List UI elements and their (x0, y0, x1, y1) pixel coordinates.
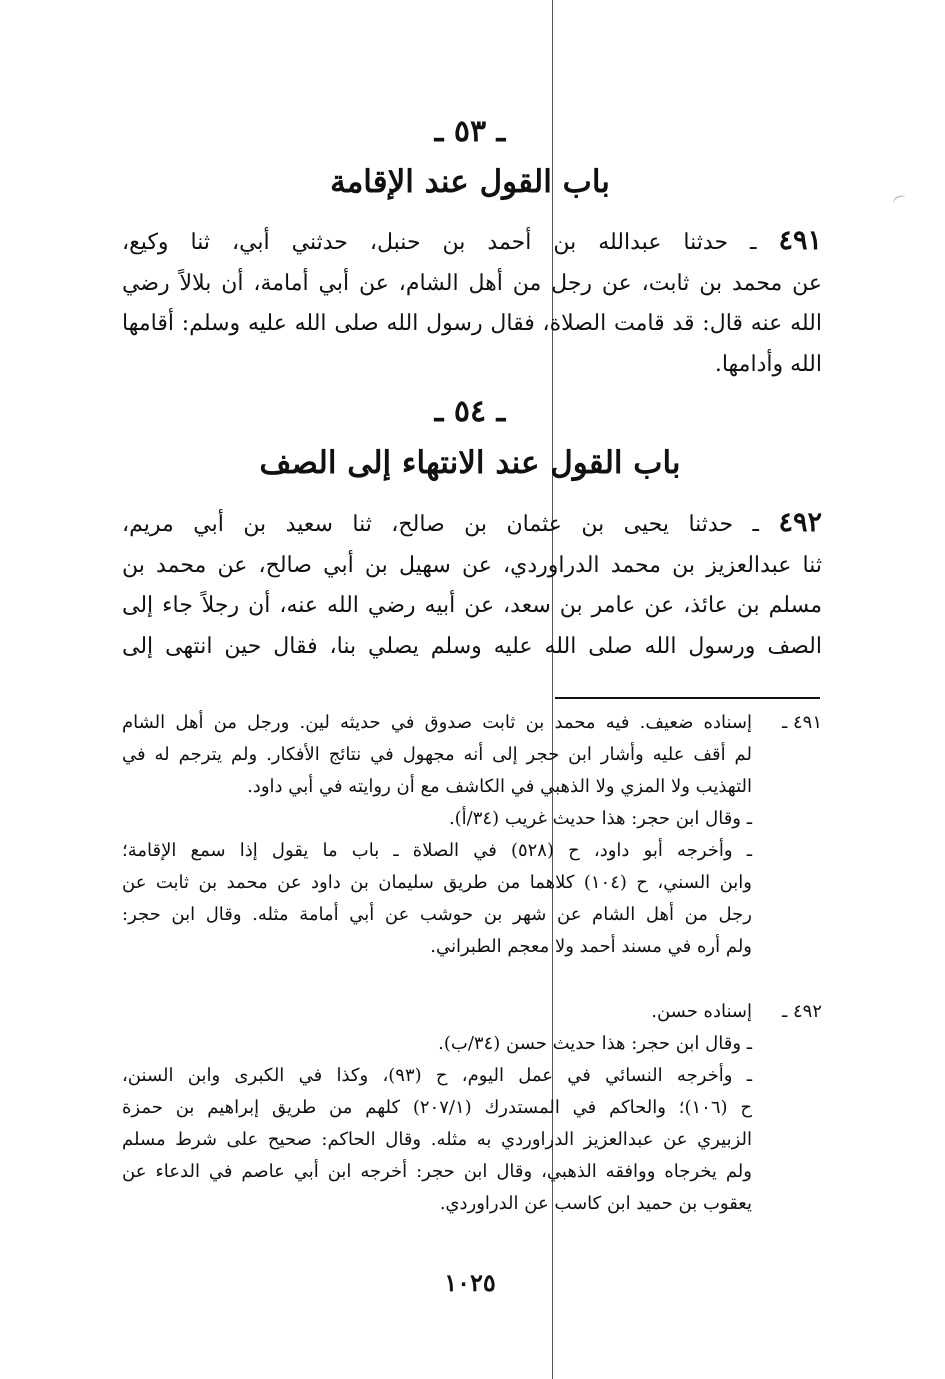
section-54-number: ـ ٥٤ ـ (434, 394, 506, 429)
footnote-491-note-2-line-1: ـ وأخرجه أبو داود، ح (٥٢٨) في الصلاة ـ باب ما يقول إذا سمع الإقامة؛ (122, 840, 752, 861)
footnote-491 (122, 707, 822, 963)
scan-speck (891, 194, 908, 210)
footnote-491-note-2 (122, 835, 822, 963)
footnote-491-note-2-line-2: وابن السني، ح (١٠٤) كلاهما من طريق سليمان بن داود عن محمد بن ثابت عن (122, 872, 753, 893)
footnote-492-note-1 (122, 1028, 822, 1060)
footnote-491-note-2-line-3: رجل من أهل الشام عن شهر بن حوشب عن أبي أمامة مثله. وقال ابن حجر: (122, 904, 752, 925)
footnote-492-note-2 (122, 1060, 822, 1220)
footnote-492-note-2-line-3: الزبيري عن عبدالعزيز الدراوردي به مثله. وقال الحاكم: صحيح على شرط مسلم (122, 1129, 752, 1150)
hadith-492-line-1 (122, 503, 822, 546)
hadith-492-line-2: ثنا عبدالعزيز بن محمد الدراوردي، عن سهيل بن أبي صالح، عن محمد بن (122, 552, 822, 578)
hadith-491-line-1 (122, 221, 822, 264)
section-54-title: باب القول عند الانتهاء إلى الصف (259, 445, 681, 481)
footnote-492-note-1-line-1: ـ وقال ابن حجر: هذا حديث حسن (٣٤/ب). (438, 1033, 752, 1054)
footnote-491-text (122, 707, 752, 803)
section-53-title: باب القول عند الإقامة (330, 164, 610, 200)
footnote-separator (555, 697, 820, 699)
hadith-491-line-1-text: ـ حدثنا عبدالله بن أحمد بن حنبل، حدثني أبي، ثنا وكيع، (122, 230, 757, 255)
footnote-492-main (122, 996, 822, 1028)
footnote-492-note-2-line-4: ولم يخرجاه ووافقه الذهبي، وقال ابن حجر: أخرجه ابن أبي عاصم في الدعاء عن (122, 1161, 752, 1182)
section-53-number: ـ ٥٣ ـ (434, 114, 506, 149)
hadith-491-line-2: عن محمد بن ثابت، عن رجل من أهل الشام، عن أبي أمامة، أن بلالاً رضي (122, 270, 822, 296)
footnote-491-note-1-line-1: ـ وقال ابن حجر: هذا حديث غريب (٣٤/أ). (448, 808, 752, 829)
footnote-491-note-2-line-4: ولم أره في مسند أحمد ولا معجم الطبراني. (430, 936, 752, 957)
footnote-492-text (122, 996, 752, 1028)
footnote-492-line-1: إسناده حسن. (651, 1001, 752, 1022)
footnote-492-note-2-line-2: ح (١٠٦)؛ والحاكم في المستدرك (٢٠٧/١) كلهم من طريق إبراهيم بن حمزة (122, 1097, 752, 1118)
hadith-492-line-3: مسلم بن عائذ، عن عامر بن سعد، عن أبيه رضي الله عنه، أن رجلاً جاء إلى (122, 593, 822, 618)
footnote-491-line-1: إسناده ضعيف. فيه محمد بن ثابت صدوق في حديثه لين. ورجل من أهل الشام (122, 712, 752, 733)
footnote-491-main (122, 707, 822, 803)
footnote-492-number: ٤٩٢ ـ (781, 1001, 822, 1022)
hadith-491 (122, 221, 822, 385)
footnote-491-number: ٤٩١ ـ (781, 712, 822, 733)
hadith-491-line-3: الله عنه قال: قد قامت الصلاة، فقال رسول الله صلى الله عليه وسلم: أقامها (122, 311, 822, 336)
hadith-491-line-4: الله وأدامها. (714, 351, 822, 377)
hadith-492-number: ٤٩٢ (778, 507, 822, 538)
hadith-492-line-4: الصف ورسول الله صلى الله عليه وسلم يصلي بنا، فقال حين انتهى إلى (122, 633, 822, 659)
hadith-492-line-1-text: ـ حدثنا يحيى بن عثمان بن صالح، ثنا سعيد بن أبي مريم، (122, 512, 759, 537)
footnote-491-note-1 (122, 803, 822, 835)
page-number: ١٠٢٥ (444, 1268, 496, 1297)
footnote-492 (122, 996, 822, 1220)
footnote-492-note-2-line-5: يعقوب بن حميد ابن كاسب عن الدراوردي. (439, 1193, 752, 1214)
hadith-492 (122, 503, 822, 667)
footnote-491-line-2: لم أقف عليه وأشار ابن حجر إلى أنه مجهول في نتائج الأفكار. ولم يترجم له في (122, 744, 752, 765)
hadith-491-number: ٤٩١ (778, 225, 822, 256)
footnote-492-note-2-line-1: ـ وأخرجه النسائي في عمل اليوم، ح (٩٣)، وكذا في الكبرى وابن السنن، (122, 1065, 752, 1086)
footnote-491-line-3: التهذيب ولا المزي ولا الذهبي في الكاشف مع أن روايته في أبي داود. (247, 776, 752, 797)
